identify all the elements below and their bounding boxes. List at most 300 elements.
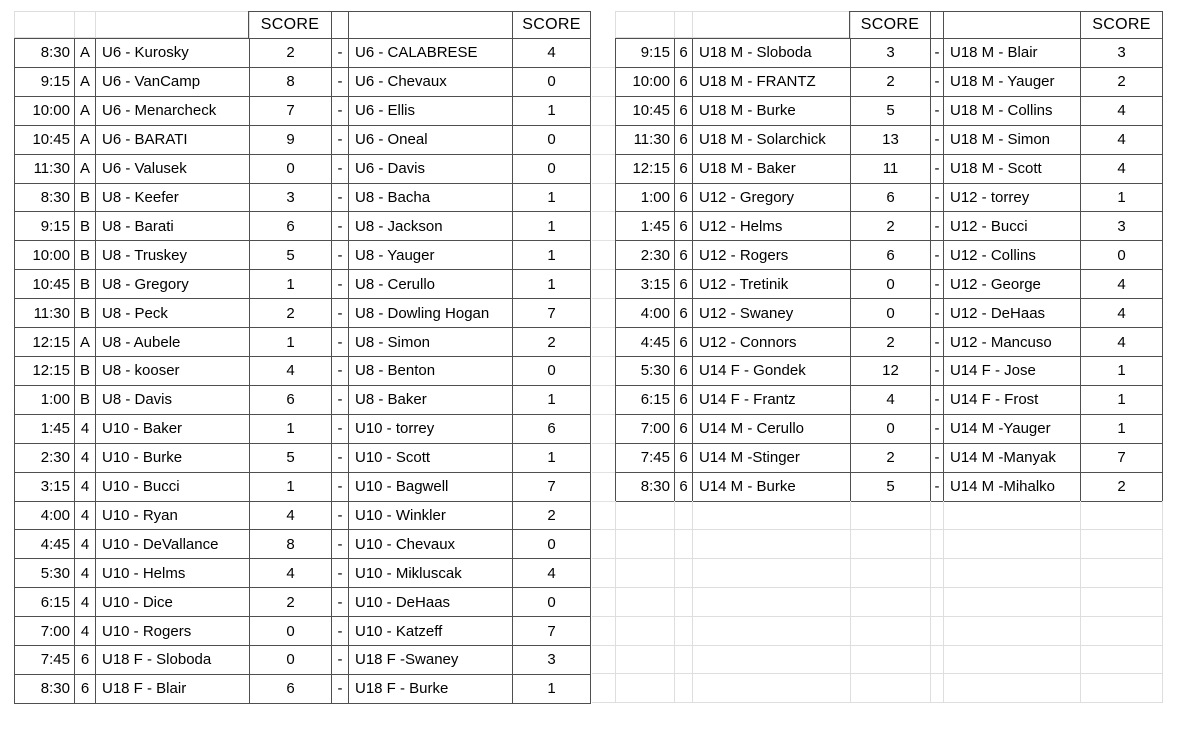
field-cell[interactable]: 4 <box>75 415 96 444</box>
game-time-cell[interactable]: 10:45 <box>15 270 75 299</box>
home-team-cell[interactable]: U10 - Ryan <box>96 502 250 531</box>
away-team-cell[interactable]: U12 - Bucci <box>944 212 1081 241</box>
field-cell[interactable]: 6 <box>675 415 693 444</box>
field-cell[interactable]: B <box>75 212 96 241</box>
game-time-cell[interactable]: 1:00 <box>616 184 675 213</box>
away-team-cell[interactable]: U18 M - Collins <box>944 97 1081 126</box>
score-separator-cell[interactable]: - <box>332 97 349 126</box>
home-team-cell[interactable]: U18 F - Blair <box>96 675 250 704</box>
game-time-cell[interactable]: 12:15 <box>15 328 75 357</box>
away-score-cell[interactable]: 7 <box>513 299 591 328</box>
game-time-cell[interactable]: 7:45 <box>15 646 75 675</box>
empty-cell <box>693 559 851 588</box>
field-cell[interactable]: 6 <box>75 646 96 675</box>
away-score-cell[interactable]: 4 <box>1081 270 1163 299</box>
away-score-cell[interactable]: 1 <box>1081 184 1163 213</box>
away-score-cell[interactable]: 1 <box>513 97 591 126</box>
score-separator-cell[interactable]: - <box>332 241 349 270</box>
field-cell[interactable]: 6 <box>675 270 693 299</box>
game-time-cell[interactable]: 11:30 <box>15 155 75 184</box>
score-separator-cell[interactable]: - <box>332 155 349 184</box>
game-time-cell[interactable]: 9:15 <box>15 212 75 241</box>
field-cell[interactable]: B <box>75 241 96 270</box>
away-team-cell[interactable]: U8 - Benton <box>349 357 513 386</box>
score-separator-cell[interactable]: - <box>332 530 349 559</box>
home-score-cell[interactable]: 2 <box>851 328 931 357</box>
home-score-cell[interactable]: 7 <box>250 97 332 126</box>
between-tables-gridlines <box>592 39 615 502</box>
game-time-cell[interactable]: 12:15 <box>616 155 675 184</box>
field-cell[interactable]: 6 <box>675 155 693 184</box>
home-team-cell[interactable]: U10 - Dice <box>96 588 250 617</box>
score-separator-cell[interactable]: - <box>931 444 944 473</box>
home-team-cell[interactable]: U6 - Valusek <box>96 155 250 184</box>
field-cell[interactable]: 6 <box>675 241 693 270</box>
home-team-cell[interactable]: U14 F - Gondek <box>693 357 851 386</box>
empty-cell <box>693 12 851 38</box>
home-score-cell[interactable]: 1 <box>250 415 332 444</box>
score-separator-cell[interactable]: - <box>931 97 944 126</box>
away-team-cell[interactable]: U18 F -Swaney <box>349 646 513 675</box>
home-score-cell[interactable]: 6 <box>250 212 332 241</box>
home-team-cell[interactable]: U8 - Davis <box>96 386 250 415</box>
score-separator-cell[interactable]: - <box>931 357 944 386</box>
away-score-cell[interactable]: 1 <box>513 386 591 415</box>
home-score-cell[interactable]: 3 <box>250 184 332 213</box>
field-cell[interactable]: 6 <box>675 68 693 97</box>
home-score-cell[interactable]: 4 <box>250 559 332 588</box>
game-time-cell[interactable]: 3:15 <box>616 270 675 299</box>
home-team-cell[interactable]: U18 M - Solarchick <box>693 126 851 155</box>
home-score-cell[interactable]: 4 <box>250 357 332 386</box>
score-separator-cell[interactable]: - <box>931 270 944 299</box>
score-separator-cell[interactable]: - <box>931 386 944 415</box>
away-score-cell[interactable]: 1 <box>1081 415 1163 444</box>
score-separator-cell[interactable]: - <box>332 126 349 155</box>
empty-cell <box>592 184 615 213</box>
away-team-cell[interactable]: U6 - Oneal <box>349 126 513 155</box>
game-time-cell[interactable]: 4:45 <box>616 328 675 357</box>
field-cell[interactable]: 4 <box>75 530 96 559</box>
empty-cell <box>592 68 615 97</box>
home-score-cell[interactable]: 5 <box>851 97 931 126</box>
home-score-cell[interactable]: 2 <box>250 299 332 328</box>
score-separator-cell[interactable]: - <box>332 588 349 617</box>
home-score-cell[interactable]: 4 <box>250 502 332 531</box>
away-team-cell[interactable]: U14 F - Jose <box>944 357 1081 386</box>
empty-cell <box>616 588 675 617</box>
away-team-cell[interactable]: U18 M - Simon <box>944 126 1081 155</box>
home-score-cell[interactable]: 5 <box>851 473 931 502</box>
field-cell[interactable]: 4 <box>75 502 96 531</box>
field-cell[interactable]: 6 <box>675 126 693 155</box>
home-team-cell[interactable]: U10 - Burke <box>96 444 250 473</box>
game-time-cell[interactable]: 9:15 <box>15 68 75 97</box>
home-team-cell[interactable]: U10 - DeVallance <box>96 530 250 559</box>
home-team-cell[interactable]: U12 - Tretinik <box>693 270 851 299</box>
game-time-cell[interactable]: 7:00 <box>616 415 675 444</box>
home-score-cell[interactable]: 11 <box>851 155 931 184</box>
away-team-cell[interactable]: U6 - Ellis <box>349 97 513 126</box>
field-cell[interactable]: 6 <box>675 328 693 357</box>
home-score-cell[interactable]: 1 <box>250 328 332 357</box>
home-score-cell[interactable]: 6 <box>851 241 931 270</box>
field-cell[interactable]: 6 <box>675 299 693 328</box>
empty-cell <box>1081 674 1163 703</box>
home-score-cell[interactable]: 0 <box>250 155 332 184</box>
empty-cell <box>931 530 944 559</box>
away-team-cell[interactable]: U6 - Chevaux <box>349 68 513 97</box>
away-score-cell[interactable]: 2 <box>513 328 591 357</box>
empty-cell <box>851 530 931 559</box>
away-team-cell[interactable]: U12 - Collins <box>944 241 1081 270</box>
home-team-cell[interactable]: U18 F - Sloboda <box>96 646 250 675</box>
away-score-cell[interactable]: 1 <box>1081 386 1163 415</box>
home-team-cell[interactable]: U6 - Menarcheck <box>96 97 250 126</box>
away-team-cell[interactable]: U10 - Katzeff <box>349 617 513 646</box>
field-cell[interactable]: 6 <box>675 212 693 241</box>
away-team-cell[interactable]: U8 - Bacha <box>349 184 513 213</box>
home-team-cell[interactable]: U18 M - FRANTZ <box>693 68 851 97</box>
home-team-cell[interactable]: U8 - Truskey <box>96 241 250 270</box>
home-score-cell[interactable]: 0 <box>851 415 931 444</box>
home-team-cell[interactable]: U8 - Gregory <box>96 270 250 299</box>
away-score-cell[interactable]: 0 <box>1081 241 1163 270</box>
away-team-cell[interactable]: U6 - CALABRESE <box>349 39 513 68</box>
empty-cell <box>1081 530 1163 559</box>
home-team-cell[interactable]: U10 - Rogers <box>96 617 250 646</box>
field-cell[interactable]: 6 <box>675 444 693 473</box>
right-away-team-header[interactable] <box>944 12 1081 39</box>
away-team-cell[interactable]: U14 M -Yauger <box>944 415 1081 444</box>
home-team-cell[interactable]: U8 - Keefer <box>96 184 250 213</box>
away-team-cell[interactable]: U10 - Scott <box>349 444 513 473</box>
score-separator-cell[interactable]: - <box>931 212 944 241</box>
field-cell[interactable]: B <box>75 270 96 299</box>
away-team-cell[interactable]: U14 M -Mihalko <box>944 473 1081 502</box>
game-time-cell[interactable]: 8:30 <box>616 473 675 502</box>
game-time-cell[interactable]: 8:30 <box>15 39 75 68</box>
game-time-cell[interactable]: 1:00 <box>15 386 75 415</box>
away-team-cell[interactable]: U8 - Simon <box>349 328 513 357</box>
field-cell[interactable]: A <box>75 155 96 184</box>
away-score-cell[interactable]: 0 <box>513 155 591 184</box>
game-time-cell[interactable]: 4:00 <box>616 299 675 328</box>
away-team-cell[interactable]: U8 - Cerullo <box>349 270 513 299</box>
game-time-cell[interactable]: 10:00 <box>616 68 675 97</box>
right-away-score-header[interactable]: SCORE <box>1081 12 1163 39</box>
away-score-cell[interactable]: 2 <box>1081 68 1163 97</box>
field-cell[interactable]: 6 <box>75 675 96 704</box>
score-separator-cell[interactable]: - <box>931 155 944 184</box>
game-time-cell[interactable]: 8:30 <box>15 184 75 213</box>
away-team-cell[interactable]: U14 F - Frost <box>944 386 1081 415</box>
home-team-cell[interactable]: U14 M -Stinger <box>693 444 851 473</box>
away-team-cell[interactable]: U10 - Chevaux <box>349 530 513 559</box>
away-score-cell[interactable]: 7 <box>1081 444 1163 473</box>
field-cell[interactable]: 4 <box>75 588 96 617</box>
score-separator-cell[interactable]: - <box>931 328 944 357</box>
home-team-cell[interactable]: U12 - Connors <box>693 328 851 357</box>
empty-cell <box>944 559 1081 588</box>
empty-cell <box>616 559 675 588</box>
away-score-cell[interactable]: 0 <box>513 357 591 386</box>
left-away-score-header[interactable]: SCORE <box>513 12 591 39</box>
away-score-cell[interactable]: 0 <box>513 588 591 617</box>
away-score-cell[interactable]: 1 <box>513 212 591 241</box>
away-score-cell[interactable]: 3 <box>1081 39 1163 68</box>
game-time-cell[interactable]: 8:30 <box>15 675 75 704</box>
away-score-cell[interactable]: 6 <box>513 415 591 444</box>
home-score-cell[interactable]: 4 <box>851 386 931 415</box>
away-score-cell[interactable]: 0 <box>513 530 591 559</box>
field-cell[interactable]: B <box>75 386 96 415</box>
away-score-cell[interactable]: 1 <box>513 444 591 473</box>
home-score-cell[interactable]: 0 <box>851 270 931 299</box>
score-separator-cell[interactable]: - <box>931 415 944 444</box>
left-home-score-header[interactable]: SCORE <box>249 12 332 39</box>
field-cell[interactable]: B <box>75 299 96 328</box>
game-time-cell[interactable]: 3:15 <box>15 473 75 502</box>
home-score-cell[interactable]: 6 <box>250 675 332 704</box>
game-time-cell[interactable]: 5:30 <box>616 357 675 386</box>
score-separator-cell[interactable]: - <box>332 444 349 473</box>
score-separator-cell[interactable]: - <box>931 241 944 270</box>
away-team-cell[interactable]: U18 M - Scott <box>944 155 1081 184</box>
score-separator-cell[interactable]: - <box>931 68 944 97</box>
home-score-cell[interactable]: 2 <box>851 68 931 97</box>
away-score-cell[interactable]: 4 <box>1081 328 1163 357</box>
away-team-cell[interactable]: U8 - Baker <box>349 386 513 415</box>
field-cell[interactable]: A <box>75 328 96 357</box>
home-score-cell[interactable]: 2 <box>851 444 931 473</box>
game-time-cell[interactable]: 10:45 <box>15 126 75 155</box>
score-separator-cell[interactable]: - <box>332 270 349 299</box>
away-team-cell[interactable]: U8 - Jackson <box>349 212 513 241</box>
home-team-cell[interactable]: U10 - Baker <box>96 415 250 444</box>
home-team-cell[interactable]: U10 - Bucci <box>96 473 250 502</box>
home-team-cell[interactable]: U8 - Barati <box>96 212 250 241</box>
home-score-cell[interactable]: 2 <box>250 588 332 617</box>
right-home-score-header[interactable]: SCORE <box>850 12 931 39</box>
home-team-cell[interactable]: U8 - Aubele <box>96 328 250 357</box>
field-cell[interactable]: A <box>75 39 96 68</box>
home-score-cell[interactable]: 2 <box>250 39 332 68</box>
game-time-cell[interactable]: 2:30 <box>15 444 75 473</box>
field-cell[interactable]: B <box>75 184 96 213</box>
empty-cell <box>616 530 675 559</box>
home-team-cell[interactable]: U8 - Peck <box>96 299 250 328</box>
away-score-cell[interactable]: 0 <box>513 126 591 155</box>
empty-cell <box>851 617 931 646</box>
score-separator-cell[interactable]: - <box>332 184 349 213</box>
game-time-cell[interactable]: 7:00 <box>15 617 75 646</box>
field-cell[interactable]: 6 <box>675 184 693 213</box>
away-team-cell[interactable]: U12 - DeHaas <box>944 299 1081 328</box>
game-time-cell[interactable]: 10:00 <box>15 241 75 270</box>
score-separator-cell[interactable]: - <box>332 212 349 241</box>
game-time-cell[interactable]: 11:30 <box>15 299 75 328</box>
score-separator-cell[interactable]: - <box>332 646 349 675</box>
score-separator-cell[interactable]: - <box>332 39 349 68</box>
game-time-cell[interactable]: 9:15 <box>616 39 675 68</box>
field-cell[interactable]: 6 <box>675 386 693 415</box>
game-time-cell[interactable]: 4:45 <box>15 530 75 559</box>
score-separator-cell[interactable]: - <box>332 473 349 502</box>
away-team-cell[interactable]: U10 - DeHaas <box>349 588 513 617</box>
field-cell[interactable]: 6 <box>675 357 693 386</box>
game-time-cell[interactable]: 7:45 <box>616 444 675 473</box>
score-separator-cell[interactable]: - <box>332 328 349 357</box>
home-team-cell[interactable]: U18 M - Baker <box>693 155 851 184</box>
away-score-cell[interactable]: 4 <box>513 39 591 68</box>
away-score-cell[interactable]: 1 <box>513 184 591 213</box>
score-separator-cell[interactable]: - <box>332 559 349 588</box>
home-score-cell[interactable]: 5 <box>250 444 332 473</box>
field-cell[interactable]: 6 <box>675 473 693 502</box>
away-score-cell[interactable]: 1 <box>1081 357 1163 386</box>
game-time-cell[interactable]: 5:30 <box>15 559 75 588</box>
home-team-cell[interactable]: U6 - BARATI <box>96 126 250 155</box>
away-score-cell[interactable]: 4 <box>1081 126 1163 155</box>
away-score-cell[interactable]: 3 <box>1081 212 1163 241</box>
score-separator-cell[interactable]: - <box>931 39 944 68</box>
field-cell[interactable]: 6 <box>675 97 693 126</box>
left-separator-header[interactable] <box>332 12 349 39</box>
away-score-cell[interactable]: 1 <box>513 270 591 299</box>
away-team-cell[interactable]: U10 - Bagwell <box>349 473 513 502</box>
away-score-cell[interactable]: 3 <box>513 646 591 675</box>
home-team-cell[interactable]: U14 M - Cerullo <box>693 415 851 444</box>
empty-cell <box>851 646 931 675</box>
score-separator-cell[interactable]: - <box>332 299 349 328</box>
home-score-cell[interactable]: 6 <box>851 184 931 213</box>
field-cell[interactable]: B <box>75 357 96 386</box>
away-team-cell[interactable]: U18 F - Burke <box>349 675 513 704</box>
game-time-cell[interactable]: 11:30 <box>616 126 675 155</box>
home-team-cell[interactable]: U6 - VanCamp <box>96 68 250 97</box>
away-team-cell[interactable]: U8 - Dowling Hogan <box>349 299 513 328</box>
home-score-cell[interactable]: 1 <box>250 473 332 502</box>
away-score-cell[interactable]: 1 <box>513 675 591 704</box>
field-cell[interactable]: A <box>75 97 96 126</box>
away-score-cell[interactable]: 4 <box>1081 97 1163 126</box>
game-time-cell[interactable]: 10:00 <box>15 97 75 126</box>
left-away-team-header[interactable] <box>349 12 513 39</box>
field-cell[interactable]: A <box>75 68 96 97</box>
score-separator-cell[interactable]: - <box>931 473 944 502</box>
game-time-cell[interactable]: 2:30 <box>616 241 675 270</box>
away-score-cell[interactable]: 4 <box>1081 299 1163 328</box>
away-score-cell[interactable]: 7 <box>513 473 591 502</box>
score-separator-cell[interactable]: - <box>931 126 944 155</box>
home-score-cell[interactable]: 0 <box>250 646 332 675</box>
field-cell[interactable]: 4 <box>75 444 96 473</box>
right-separator-header[interactable] <box>931 12 944 39</box>
home-score-cell[interactable]: 9 <box>250 126 332 155</box>
field-cell[interactable]: 4 <box>75 473 96 502</box>
score-separator-cell[interactable]: - <box>332 386 349 415</box>
home-team-cell[interactable]: U18 M - Burke <box>693 97 851 126</box>
away-team-cell[interactable]: U12 - torrey <box>944 184 1081 213</box>
away-team-cell[interactable]: U18 M - Yauger <box>944 68 1081 97</box>
score-separator-cell[interactable]: - <box>931 184 944 213</box>
away-team-cell[interactable]: U12 - Mancuso <box>944 328 1081 357</box>
home-score-cell[interactable]: 8 <box>250 68 332 97</box>
field-cell[interactable]: 6 <box>675 39 693 68</box>
away-team-cell[interactable]: U18 M - Blair <box>944 39 1081 68</box>
empty-cell <box>15 12 75 38</box>
score-separator-cell[interactable]: - <box>332 68 349 97</box>
game-time-cell[interactable]: 4:00 <box>15 502 75 531</box>
away-score-cell[interactable]: 4 <box>1081 155 1163 184</box>
away-score-cell[interactable]: 4 <box>513 559 591 588</box>
home-team-cell[interactable]: U12 - Swaney <box>693 299 851 328</box>
home-team-cell[interactable]: U12 - Helms <box>693 212 851 241</box>
score-separator-cell[interactable]: - <box>931 299 944 328</box>
home-score-cell[interactable]: 3 <box>851 39 931 68</box>
field-cell[interactable]: 4 <box>75 559 96 588</box>
score-separator-cell[interactable]: - <box>332 675 349 704</box>
game-time-cell[interactable]: 1:45 <box>616 212 675 241</box>
score-separator-cell[interactable]: - <box>332 415 349 444</box>
away-score-cell[interactable]: 7 <box>513 617 591 646</box>
home-team-cell[interactable]: U18 M - Sloboda <box>693 39 851 68</box>
game-time-cell[interactable]: 6:15 <box>616 386 675 415</box>
home-score-cell[interactable]: 0 <box>250 617 332 646</box>
empty-cell <box>944 588 1081 617</box>
away-team-cell[interactable]: U14 M -Manyak <box>944 444 1081 473</box>
home-score-cell[interactable]: 8 <box>250 530 332 559</box>
empty-cell <box>616 646 675 675</box>
home-score-cell[interactable]: 5 <box>250 241 332 270</box>
away-score-cell[interactable]: 2 <box>1081 473 1163 502</box>
away-team-cell[interactable]: U6 - Davis <box>349 155 513 184</box>
home-team-cell[interactable]: U14 F - Frantz <box>693 386 851 415</box>
game-time-cell[interactable]: 10:45 <box>616 97 675 126</box>
game-time-cell[interactable]: 1:45 <box>15 415 75 444</box>
game-time-cell[interactable]: 6:15 <box>15 588 75 617</box>
away-team-cell[interactable]: U10 - Mikluscak <box>349 559 513 588</box>
home-score-cell[interactable]: 1 <box>250 270 332 299</box>
away-team-cell[interactable]: U8 - Yauger <box>349 241 513 270</box>
game-time-cell[interactable]: 12:15 <box>15 357 75 386</box>
score-separator-cell[interactable]: - <box>332 357 349 386</box>
field-cell[interactable]: A <box>75 126 96 155</box>
home-score-cell[interactable]: 0 <box>851 299 931 328</box>
empty-cell <box>592 39 615 68</box>
home-team-cell[interactable]: U8 - kooser <box>96 357 250 386</box>
away-team-cell[interactable]: U10 - torrey <box>349 415 513 444</box>
score-separator-cell[interactable]: - <box>332 617 349 646</box>
home-team-cell[interactable]: U10 - Helms <box>96 559 250 588</box>
home-score-cell[interactable]: 13 <box>851 126 931 155</box>
home-team-cell[interactable]: U14 M - Burke <box>693 473 851 502</box>
home-team-cell[interactable]: U12 - Gregory <box>693 184 851 213</box>
score-separator-cell[interactable]: - <box>332 502 349 531</box>
away-score-cell[interactable]: 1 <box>513 241 591 270</box>
home-team-cell[interactable]: U12 - Rogers <box>693 241 851 270</box>
away-score-cell[interactable]: 2 <box>513 502 591 531</box>
home-score-cell[interactable]: 2 <box>851 212 931 241</box>
home-team-cell[interactable]: U6 - Kurosky <box>96 39 250 68</box>
home-score-cell[interactable]: 6 <box>250 386 332 415</box>
away-team-cell[interactable]: U12 - George <box>944 270 1081 299</box>
field-cell[interactable]: 4 <box>75 617 96 646</box>
home-score-cell[interactable]: 12 <box>851 357 931 386</box>
away-team-cell[interactable]: U10 - Winkler <box>349 502 513 531</box>
away-score-cell[interactable]: 0 <box>513 68 591 97</box>
